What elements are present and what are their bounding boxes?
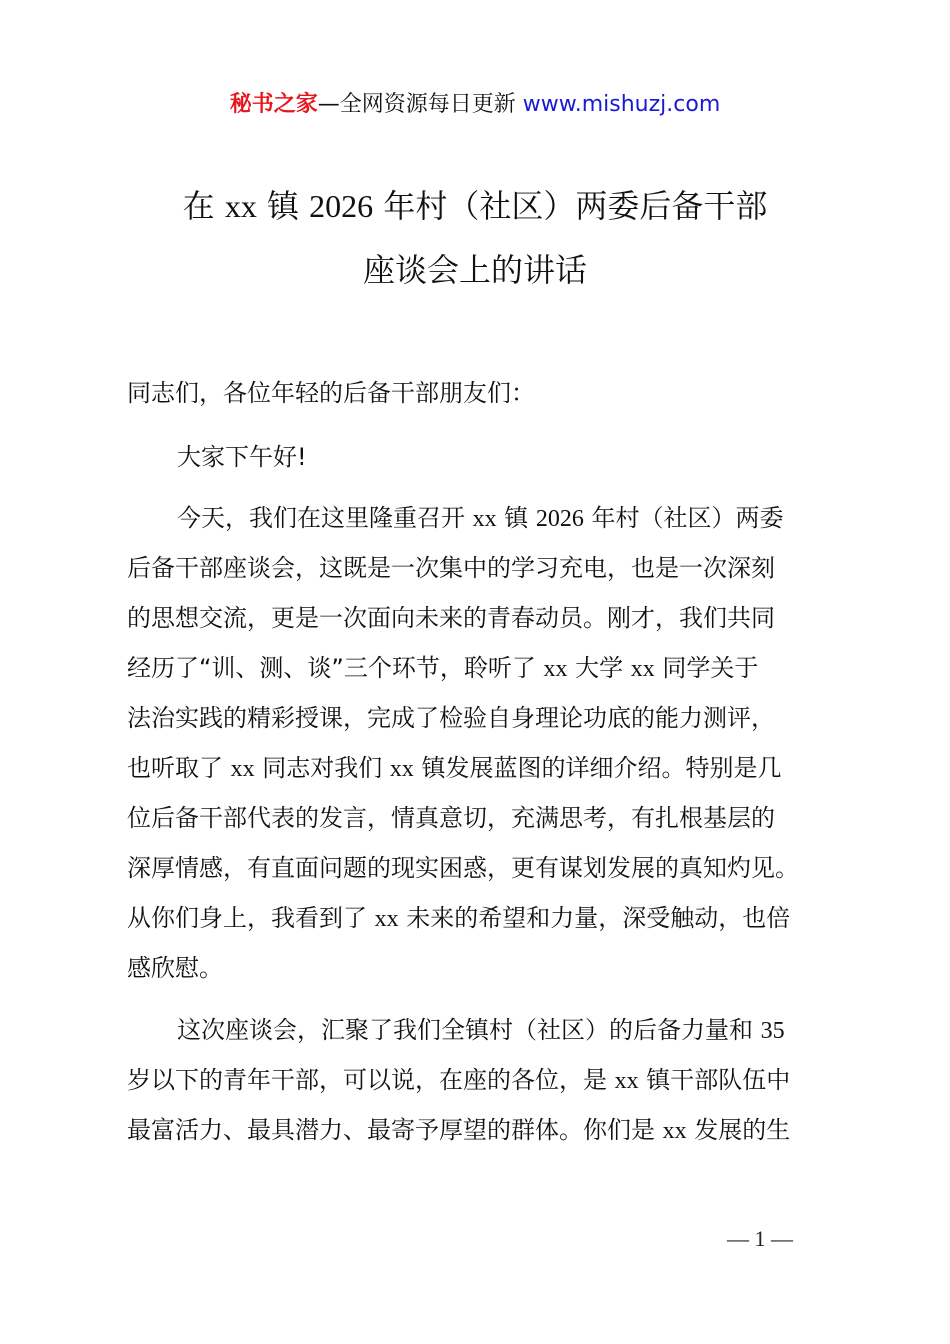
banner-url-link[interactable]: www.mishuzj.com	[522, 92, 721, 117]
paragraph-line: 感欣慰。	[127, 954, 223, 982]
document-title-line-2: 座谈会上的讲话	[362, 251, 587, 289]
paragraph-line: 的思想交流，更是一次面向未来的青春动员。刚才，我们共同	[127, 604, 775, 632]
page-number: — 1 —	[727, 1226, 793, 1251]
paragraph-line: 位后备干部代表的发言，情真意切，充满思考，有扎根基层的	[127, 804, 775, 832]
paragraph-line: 后备干部座谈会，这既是一次集中的学习充电，也是一次深刻	[127, 554, 775, 582]
banner-brand: 秘书之家	[229, 92, 318, 117]
site-banner	[0, 88, 950, 122]
paragraph-line: 深厚情感，有直面问题的现实困惑，更有谋划发展的真知灼见。	[127, 854, 799, 882]
paragraph-line: 经历了“训、测、谈”三个环节，聆听了 xx 大学 xx 同学关于	[127, 654, 759, 682]
paragraph-line: 法治实践的精彩授课，完成了检验自身理论功底的能力测评，	[127, 704, 775, 732]
paragraph-line: 这次座谈会，汇聚了我们全镇村（社区）的后备力量和 35	[177, 1016, 785, 1044]
paragraph-line: 从你们身上，我看到了 xx 未来的希望和力量，深受触动，也倍	[127, 904, 791, 932]
paragraph-line: 最富活力、最具潜力、最寄予厚望的群体。你们是 xx 发展的生	[127, 1116, 791, 1144]
paragraph-line: 也听取了 xx 同志对我们 xx 镇发展蓝图的详细介绍。特别是几	[127, 754, 782, 782]
paragraph-line: 今天，我们在这里隆重召开 xx 镇 2026 年村（社区）两委	[177, 504, 784, 532]
document-title-line-1: 在 xx 镇 2026 年村（社区）两委后备干部	[182, 187, 768, 225]
salutation: 同志们，各位年轻的后备干部朋友们：	[127, 379, 535, 407]
banner-slogan: —全网资源每日更新	[317, 92, 523, 117]
paragraph-line: 岁以下的青年干部，可以说，在座的各位，是 xx 镇干部队伍中	[127, 1066, 791, 1094]
greeting: 大家下午好!	[177, 443, 307, 471]
